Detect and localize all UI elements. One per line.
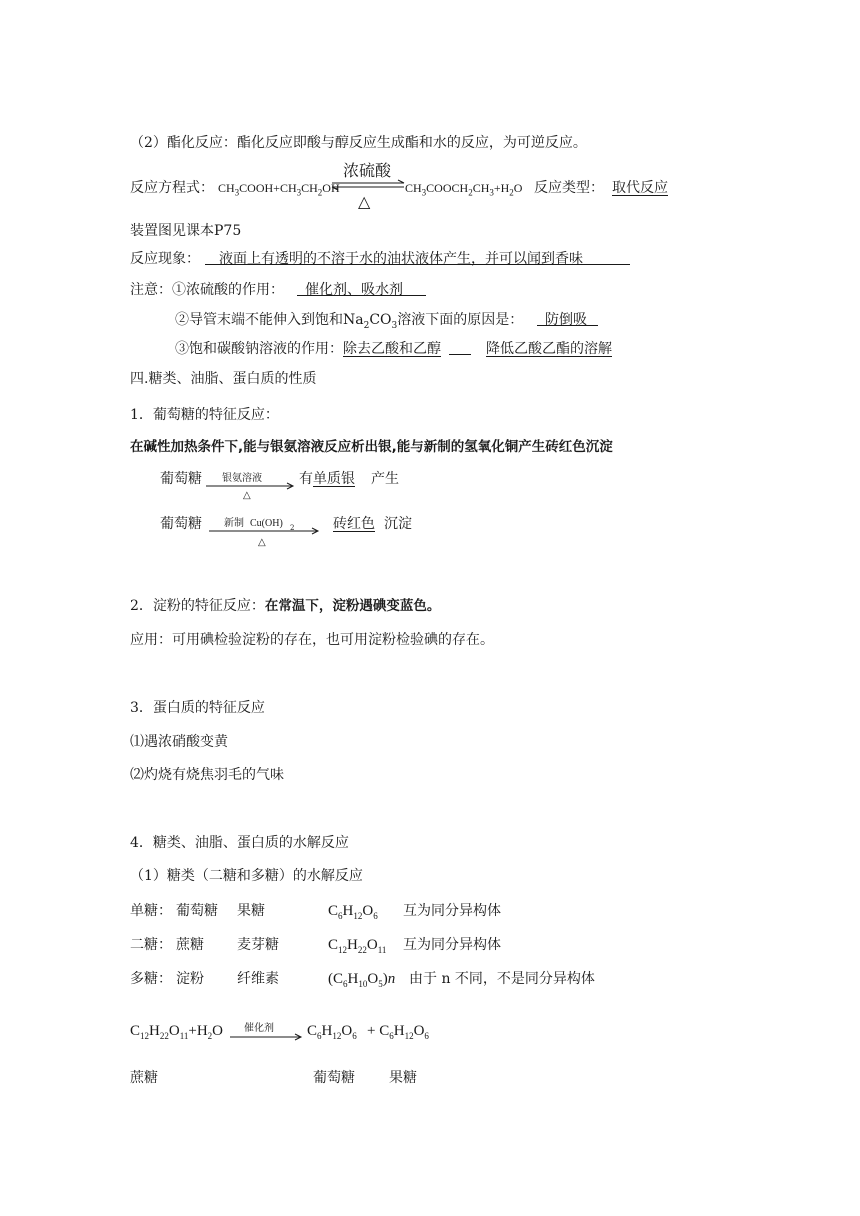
r1-left: 葡萄糖: [160, 471, 202, 487]
protein-item2: ⑵灼烧有烧焦羽毛的气味: [130, 767, 284, 783]
r2-below: △: [258, 537, 266, 548]
hydrolysis-eq-left: $C_{12}H_{22}O_{11}+H_2O$: [130, 1023, 224, 1041]
note3-value2: 降低乙酸乙酯的溶解: [486, 341, 612, 357]
glucose-bold-line: 在碱性加热条件下,能与银氨溶液反应析出银,能与新制的氢氧化铜产生砖红色沉淀: [130, 439, 613, 455]
condition-bottom: △: [358, 192, 371, 211]
r1-value: 单质银: [313, 471, 355, 487]
note1-label: 注意：①浓硫酸的作用：: [130, 282, 284, 298]
row-b: 纤维素: [237, 971, 279, 987]
condition-top: 浓硫酸: [343, 161, 392, 180]
row-label: 二糖：: [130, 937, 172, 953]
protein-title: 3．蛋白质的特征反应: [130, 700, 265, 716]
r2-above3: 2: [290, 524, 295, 532]
r1-arrow-icon: [205, 482, 295, 490]
hydrolysis-catalyst: 催化剂: [244, 1023, 274, 1034]
type-label: 反应类型：: [534, 180, 604, 196]
r1-end: 产生: [371, 471, 399, 487]
label-glucose: 葡萄糖: [313, 1070, 355, 1086]
eq-label: 反应方程式：: [130, 180, 214, 196]
note1-value: 催化剂、吸水剂: [305, 282, 403, 298]
row-a: 葡萄糖: [176, 903, 218, 919]
type-value: 取代反应: [612, 180, 668, 196]
note3-label: ③饱和碳酸钠溶液的作用：: [175, 341, 343, 357]
starch-application: 应用：可用碘检验淀粉的存在，也可用淀粉检验碘的存在。: [130, 632, 494, 648]
row-b: 果糖: [237, 903, 265, 919]
row-formula: $C_6H_{12}O_6$: [328, 903, 378, 921]
glucose-title: 1．葡萄糖的特征反应：: [130, 407, 279, 423]
section-title: 四.糖类、油脂、蛋白质的性质: [130, 371, 317, 387]
note3-value1: 除去乙酸和乙醇: [343, 341, 441, 357]
note2-value: 防倒吸: [545, 312, 587, 328]
r2-above1: 新制: [224, 518, 244, 529]
r2-arrow-icon: [208, 527, 320, 535]
row-b: 麦芽糖: [237, 937, 279, 953]
row-note: 互为同分异构体: [403, 937, 501, 953]
note2-label: ②导管末端不能伸入到饱和$Na_2CO_3$溶液下面的原因是：: [175, 312, 524, 331]
note3-gap-underline: [449, 354, 471, 355]
reversible-arrow-icon: [330, 179, 406, 191]
r1-below: △: [243, 490, 251, 501]
eq-right: $CH_3COOCH_2CH_3+H_2O$: [405, 181, 523, 198]
label-sucrose: 蔗糖: [130, 1070, 158, 1086]
phenomenon-value: 液面上有透明的不溶于水的油状液体产生，并可以闻到香味: [219, 251, 583, 267]
r2-left: 葡萄糖: [160, 516, 202, 532]
r2-end: 沉淀: [384, 516, 412, 532]
esterification-heading: （2）酯化反应：酯化反应即酸与醇反应生成酯和水的反应，为可逆反应。: [130, 135, 587, 151]
row-formula: $C_{12}H_{22}O_{11}$: [328, 937, 387, 955]
r1-above: 银氨溶液: [222, 473, 262, 484]
row-a: 蔗糖: [176, 937, 204, 953]
r1-mid: 有: [299, 471, 313, 487]
row-label: 单糖：: [130, 903, 172, 919]
hydrolysis-eq-right2: + $C_6H_{12}O_6$: [367, 1023, 429, 1041]
hydrolysis-title: 4．糖类、油脂、蛋白质的水解反应: [130, 835, 349, 851]
hydrolysis-eq-right1: $C_6H_{12}O_6$: [307, 1023, 357, 1041]
label-fructose: 果糖: [389, 1070, 417, 1086]
r2-above2: Cu(OH): [250, 518, 283, 529]
apparatus-note: 装置图见课本P75: [130, 223, 242, 239]
row-note: 互为同分异构体: [403, 903, 501, 919]
row-a: 淀粉: [176, 971, 204, 987]
protein-item1: ⑴遇浓硝酸变黄: [130, 734, 228, 750]
row-note: 由于 n 不同，不是同分异构体: [409, 971, 595, 987]
hydrolysis-subtitle: （1）糖类（二糖和多糖）的水解反应: [130, 868, 363, 884]
row-label: 多糖：: [130, 971, 172, 987]
eq-left: $CH_3COOH+CH_3CH_2OH$: [218, 181, 340, 198]
phenomenon-label: 反应现象：: [130, 251, 200, 267]
r2-value: 砖红色: [333, 516, 375, 532]
starch-title: 2．淀粉的特征反应：在常温下，淀粉遇碘变蓝色。: [130, 598, 441, 614]
hydrolysis-arrow-icon: [229, 1033, 303, 1041]
row-formula: $(C_6H_{10}O_5)n$: [328, 971, 396, 989]
